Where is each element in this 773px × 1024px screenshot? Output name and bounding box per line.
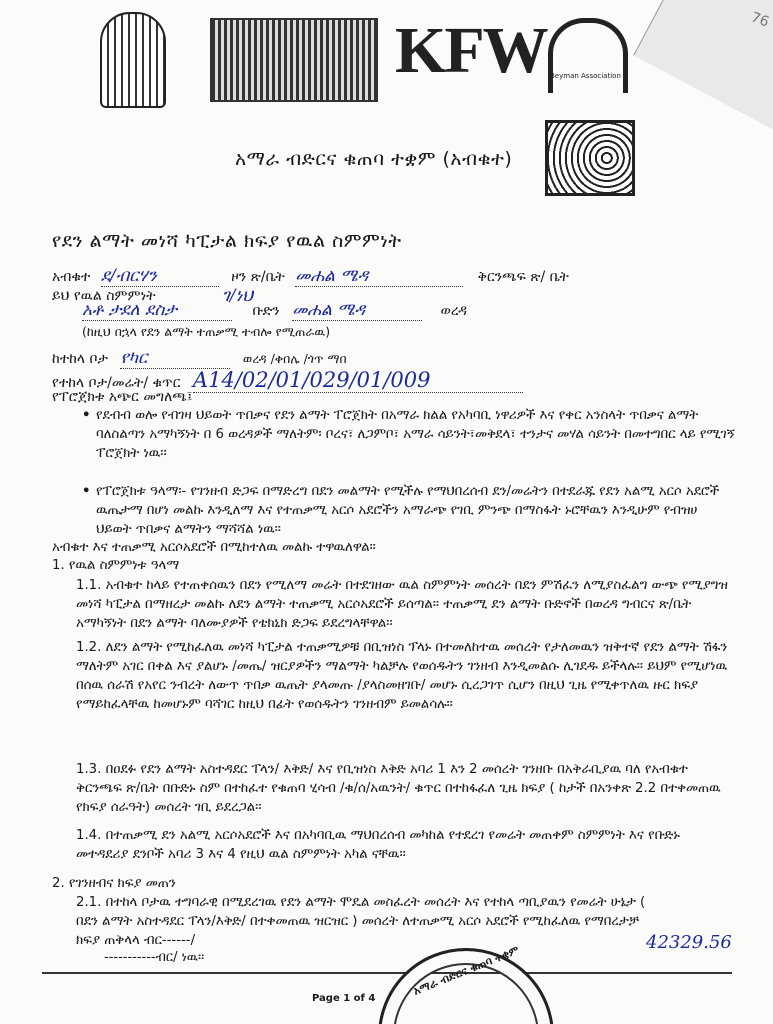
official-stamp <box>378 948 554 1024</box>
group-value: መሐል ሜዳ <box>292 300 422 321</box>
total-amount: 42329.56 <box>646 932 732 953</box>
parties-line: አብቁተ እና ተጠቃሚ አርሶአደሮች በሚከተለዉ መልኩ ተዋዉለዋል፡፡ <box>52 540 376 555</box>
page-number: Page 1 of 4 <box>312 993 376 1004</box>
project-bullet-1: • የደብብ ወሎ የብገዛ ህይወት ጥበቃና የደን ልማት ፐሮጀክት በአማራ ክልል የአካባቢ ነዋሪዎች እና የቀር አንስላት ጥበቃና ልማት ባለስልጣን አማካኝነት በ 6 ወረዳዎች ማለትም፡ ቦረና፣ ለጋምቦ፣ አማራ ሳይንት፣መቅደላ፣ ተንታና መሃል ሳይንት በመተግበር ላይ የሚገኝ ፐሮጀክት ነዉ፡፡ <box>96 406 736 463</box>
group-label: ቡድን <box>252 303 280 319</box>
clause-1-4: 1.4. በተጠቃሚ ደን አልሚ አርሶአደሮች እና በአካባቢዉ ማህበረሰብ መካከል የተደረገ የመሬት መጠቀም ስምምነት እና የቡድኑ መተዳደሪያ ደንቦች አባሪ 3 እና 4 የዚህ ዉል ስምምነት አካል ናቸዉ፡፡ <box>76 828 680 862</box>
section-2-title: 2. የገንዘብና ክፍያ መጠን <box>52 876 176 891</box>
borrower-label: አብቁተ <box>52 269 91 285</box>
right-logo-text: Beyman Association <box>550 72 621 80</box>
middle-building-logo <box>210 18 378 102</box>
location-row <box>52 348 347 369</box>
plot-value: A14/02/01/029/01/009 <box>193 368 523 393</box>
project-bullet-2: • የፐሮጀክቱ ዓላማ፡- የገንዘብ ድጋፍ በማድረግ በደን መልማት የሚችሉ የማህበረሰብ ደን/መሬትን በተደራጁ የደን አልሚ አርሶ አደሮች ዉጤታማ በሆነ መልኩ እንዲለማ እና የተጠቃሚ አርሶ አደሮችን አማራጭ የገቢ ምንጭ በማስፋት ኑሮቸዉን እንዲሁም የብዝሀ ህይወት ጥበቃና ልማትን ማሻሻል ነዉ፡፡ <box>96 482 736 539</box>
document-title: የደን ልማት መነሻ ካፒታል ክፍያ የዉል ስምምነት <box>52 230 402 252</box>
kebele-value: ገ/ነህ <box>222 286 253 306</box>
location-label: ከተከላ ቦታ <box>52 351 108 367</box>
contract-label: ይህ የዉል ስምምነት <box>52 288 156 304</box>
borrower-value: ደ/ብርሃን <box>101 266 219 287</box>
plot-label: የተከላ ቦታ/መሬት/ ቁጥር <box>52 375 181 391</box>
clause-1-1: 1.1. አብቁተ ከላይ የተጠቀሰዉን በደን የሚለማ መሬት በተደገዘው ዉል ስምምነት መሰረት በደን ምሽፈን ለሚያስፈልግ ውጭ የሚያግዝ መነሻ ካፒታል በማዘረታ መልኩ ለደን ልማት ተጠቃሚ አርሶአደሮች ይሰጣል፡፡ ተጠቃሚ ደን ልማት ቡድኖች በወረዳ ግብርና ጽ/ቤት አማካኝነት በደን ልማት ባለሙያዎች የቴክኒክ ድጋፍ ይደረግላቸዋል፡፡ <box>76 578 728 631</box>
zone-label: ዞን ጽ/ቤት <box>231 269 285 285</box>
clause-1-3: 1.3. በዐደፉ የደን ልማት አስተዳደር ፐላን/ እቅድ/ እና የቢዝነስ እቅድ አባሪ 1 እን 2 መሰረት ገንዘቡ በአቅራቢያዉ ባለ የአብቁተ ቅርንጫፍ ጽ/ቤት በቡድኑ ስም በተከፈተ የቁጠባ ሂሳብ /ቁ/ሰ/አዉንት/ ቁጥር በተከፋፈለ ጊዜ ክፍያ ( ከታች በአንቀጽ 2.2 በተቀመጠዉ የክፍያ ሰራዓት) መሰረት ገቢ ይደረጋል፡፡ <box>76 762 721 815</box>
woreda-label: ወረዳ <box>440 303 468 319</box>
footer-rule <box>42 972 732 974</box>
org-title: አማራ ብድርና ቁጠባ ተቋም (አብቁተ) <box>235 148 513 170</box>
kfw-logo: KFW <box>395 14 547 87</box>
acsi-logo <box>545 120 635 196</box>
note-line: (ከዚህ በኋላ የደን ልማት ተጠቃሚ ተብሎ የሚጠራዉ) <box>82 324 331 339</box>
clause-1-2: 1.2. ለደን ልማት የሚከፈለዉ መነሻ ካፒታል ተጠቃሚዎቹ በቢዝነስ ፕላኑ በተመለከተዉ መሰረት የታለመዉን ዝቅተኛ የደን ልማት ሽፋን ማለትም አገር በቀል እና ያልሆኑ /መጤ/ ዝርያዎችን ማልማት ካልቻሉ የወሰዱትን ገንዘብ እንዲመልሱ ሊገደዱ ይችላሉ፡፡ ይህም የሚሆነዉ በሰዉ ሰራሽ የአየር ንብረት ለውጥ ጥበቃ ዉጤት ያላመጡ /ያላስመዘገቡ/ መሆኑ ሲረጋገጥ ሲሆን በዚህ ጊዜ የሚቀጥለዉ ዙር ክፍያ የማይከፈላቸዉ ከመሆኑም ባሻገር ከዚህ በፊት የወሰዱትን ገንዘብም ይመልሳሉ፡፡ <box>76 640 728 712</box>
location-value: የካር <box>120 348 230 369</box>
subbranch-label: ቅርንጫፍ ጽ/ ቤት <box>477 269 569 285</box>
left-emblem-logo <box>100 12 166 108</box>
section-1-title: 1. የዉል ስምምነቱ ዓላማ <box>52 558 180 573</box>
corner-number: 76 <box>748 9 772 31</box>
location-suffix: ወረዳ /ቀበሌ /ጎጥ ማበ <box>242 351 347 366</box>
clause-2-1: 2.1. በተከላ ቦታዉ ተግባራዊ በሚደረገዉ የደን ልማት ሞዴል መስፈረት መሰረት እና የተከላ ጣቢያዉን የመሬት ሁኔታ ( በደን ልማት አስተዳደር ፐላን/እቅድ/ በተቀመጠዉ ዝርዝር ) መሰረት ለተጠቃሚ አርሶ አደሮች የሚከፈለዉ የማበረታቻ ክፍያ ጠቅላላ ብር------/ <box>76 895 646 948</box>
zone-value: መሐል ሜዳ <box>295 266 463 287</box>
clause-2-1-end: -----------ብር/ ነዉ፡፡ <box>104 950 205 965</box>
project-desc-label: የፐሮጀክቱ አጭር መግለጫ፤ <box>52 389 193 405</box>
right-arch-logo <box>548 18 628 93</box>
stamp-text: አማራ ብድርና ቁጠባ ተቋም <box>411 943 521 998</box>
borrower-row <box>52 266 569 287</box>
person-value: አቶ ታደለ ደስታ <box>82 300 232 321</box>
